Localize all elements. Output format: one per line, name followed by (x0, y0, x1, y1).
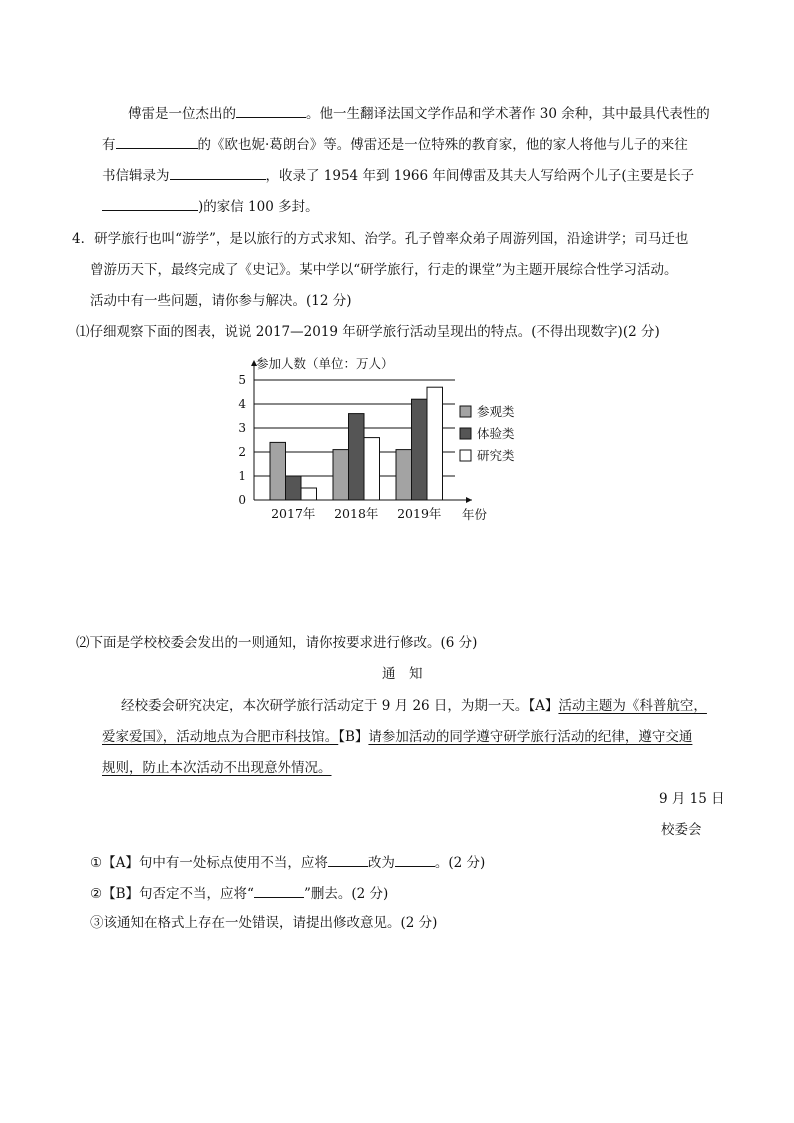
x-tick-label: 2017年 (271, 506, 316, 521)
passage-line-1 (128, 103, 710, 123)
item-text: 改为 (367, 855, 395, 871)
y-tick-label: 4 (238, 397, 246, 411)
sentence-tag-b: 【B】 (338, 729, 369, 745)
bar (286, 476, 302, 500)
notice-date: 9 月 15 日 (659, 791, 725, 807)
bar (364, 438, 380, 500)
question-4-line-3: 活动中有一些问题，请你参与解决。(12 分) (90, 293, 352, 309)
bar (427, 387, 443, 500)
sub-question-2: ⑵下面是学校校委会发出的一则通知，请你按要求进行修改。(6 分) (76, 635, 478, 651)
item-3: ③该通知在格式上存在一处错误，请提出修改意见。(2 分) (90, 915, 438, 931)
item-text: ②【B】句否定不当，应将“ (90, 886, 254, 902)
bar (301, 488, 317, 500)
legend-label: 体验类 (477, 426, 515, 441)
passage-text: 。他一生翻译法国文学作品和学术著作 30 余种，其中最具代表性的 (306, 106, 710, 122)
notice-title: 通 知 (382, 666, 423, 682)
legend-label: 参观类 (477, 404, 515, 419)
question-4-line-2: 曾游历天下，最终完成了《史记》。某中学以“研学旅行，行走的课堂”为主题开展综合性学习活动。 (90, 262, 678, 278)
notice-underlined-text: 爱家爱国》，活动地点为合肥市科技馆。 (102, 729, 339, 745)
answer-blank[interactable] (170, 165, 266, 180)
y-axis-label: 参加人数（单位：万人） (256, 356, 394, 371)
y-tick-label: 1 (238, 469, 246, 483)
bar (396, 450, 412, 500)
legend-label: 研究类 (477, 448, 515, 463)
bar (349, 414, 365, 500)
chart-legend (460, 404, 515, 463)
passage-text: 有 (102, 137, 116, 153)
passage-line-2 (102, 134, 688, 154)
y-tick-label: 0 (238, 493, 246, 507)
item-2 (90, 883, 388, 903)
x-axis-label: 年份 (462, 507, 488, 522)
bar (412, 399, 428, 500)
answer-blank[interactable] (395, 852, 435, 867)
passage-line-4 (102, 196, 319, 216)
sub-question-1: ⑴仔细观察下面的图表，说说 2017—2019 年研学旅行活动呈现出的特点。(不得出现数字)(2 分) (76, 324, 660, 340)
answer-blank[interactable] (102, 196, 198, 211)
x-tick-label: 2019年 (397, 506, 442, 521)
y-tick-label: 3 (238, 421, 246, 435)
passage-text: ，收录了 1954 年到 1966 年间傅雷及其夫人写给两个儿子(主要是长子 (265, 168, 695, 184)
notice-line-3 (102, 759, 332, 777)
question-4-line-1: 4．研学旅行也叫“游学”，是以旅行的方式求知、治学。孔子曾率众弟子周游列国，沿途讲学；司马迁也 (72, 231, 689, 247)
answer-blank[interactable] (236, 103, 306, 118)
passage-text: 傅雷是一位杰出的 (128, 106, 236, 122)
sentence-tag-a: 【A】 (528, 698, 559, 714)
notice-underlined-text: 请参加活动的同学遵守研学旅行活动的纪律，遵守交通 (368, 729, 693, 745)
item-text: ①【A】句中有一处标点使用不当，应将 (90, 855, 328, 871)
passage-text: 的《欧也妮·葛朗台》等。傅雷还是一位特殊的教育家，他的家人将他与儿子的来往 (197, 137, 688, 153)
y-tick-label: 2 (238, 445, 246, 459)
notice-line-2 (102, 728, 692, 746)
notice-text: 经校委会研究决定，本次研学旅行活动定于 9 月 26 日，为期一天。 (121, 698, 529, 714)
item-text: ”删去。(2 分) (303, 886, 389, 902)
answer-blank[interactable] (116, 134, 198, 149)
passage-text: 书信辑录为 (102, 168, 170, 184)
item-1 (90, 852, 485, 872)
legend-swatch (460, 450, 471, 461)
notice-underlined-text: 规则，防止本次活动不出现意外情况。 (102, 760, 332, 776)
bar (270, 442, 286, 500)
passage-line-3 (102, 165, 694, 185)
notice-signer: 校委会 (661, 822, 702, 838)
answer-blank[interactable] (254, 883, 304, 898)
x-axis-arrow (466, 497, 472, 503)
notice-underlined-text: 活动主题为《科普航空， (558, 698, 707, 714)
bar (333, 450, 349, 500)
item-text: 。(2 分) (434, 855, 486, 871)
x-tick-label: 2018年 (334, 506, 379, 521)
y-tick-label: 5 (238, 373, 246, 387)
passage-text: )的家信 100 多封。 (198, 199, 319, 215)
legend-swatch (460, 428, 471, 439)
answer-blank[interactable] (328, 852, 368, 867)
notice-line-1 (121, 697, 707, 715)
bar-chart (230, 350, 530, 530)
legend-swatch (460, 406, 471, 417)
